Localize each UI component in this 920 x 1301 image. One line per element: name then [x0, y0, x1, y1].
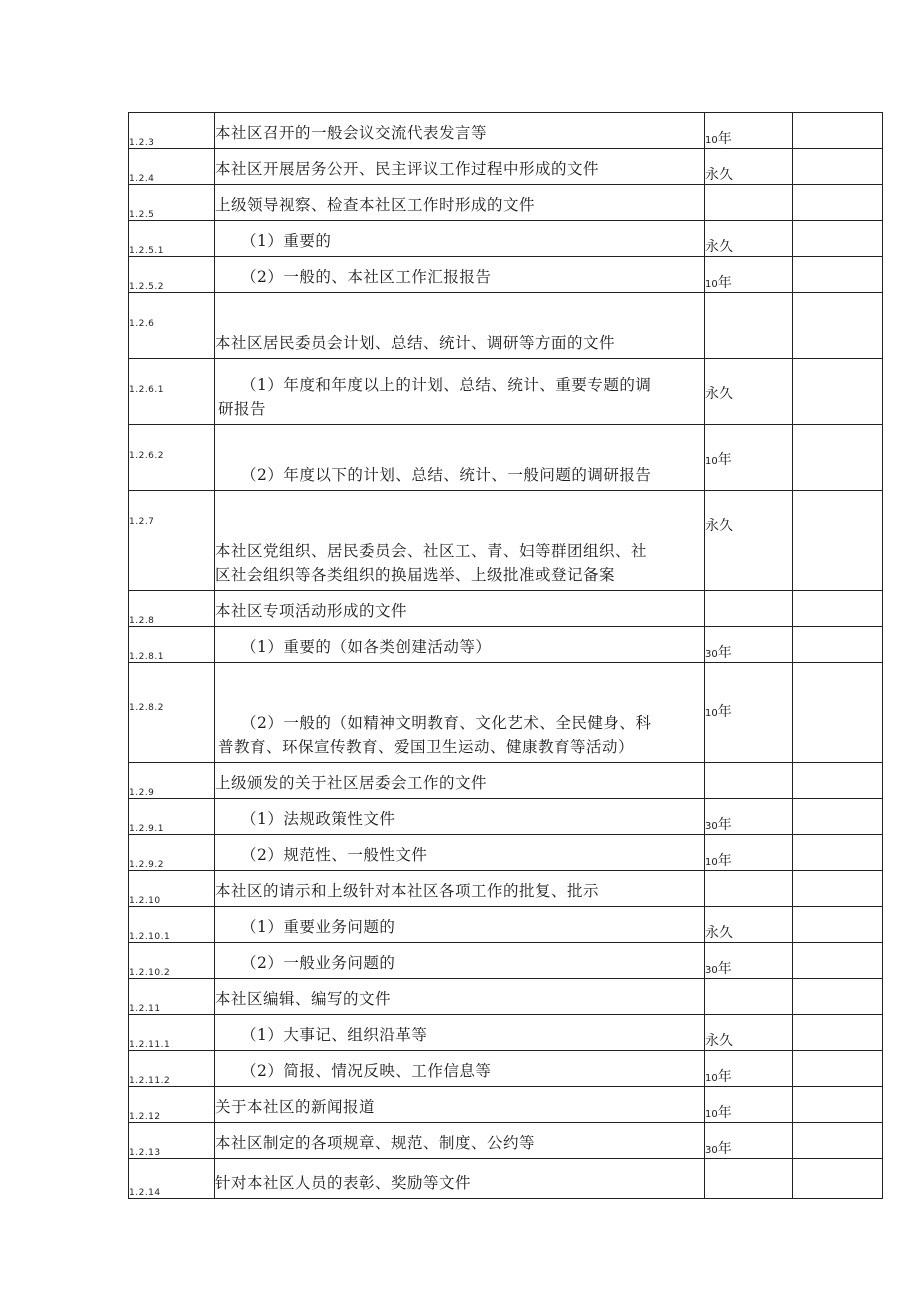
remarks-cell — [793, 835, 883, 871]
item-code: 1.2.6.1 — [129, 359, 215, 425]
retention-unit: 年 — [717, 817, 732, 833]
description-line: 本社区召开的一般会议交流代表发言等 — [215, 124, 488, 142]
table-row — [129, 1123, 883, 1159]
remarks-cell — [793, 1159, 883, 1199]
item-description — [215, 257, 705, 293]
table-row — [129, 835, 883, 871]
retention-period — [705, 113, 793, 149]
retention-unit: 永久 — [705, 518, 733, 534]
retention-unit: 年 — [717, 961, 732, 977]
description-line: 上级领导视察、检查本社区工作时形成的文件 — [215, 196, 536, 214]
item-code: 1.2.10.2 — [129, 943, 215, 979]
table-row — [129, 763, 883, 799]
item-description — [215, 425, 705, 491]
description-line: 上级颁发的关于社区居委会工作的文件 — [215, 774, 488, 792]
description-line: 针对本社区人员的表彰、奖励等文件 — [215, 1174, 472, 1192]
table-row — [129, 1015, 883, 1051]
retention-period — [705, 1123, 793, 1159]
description-line-continued: 普教育、环保宣传教育、爱国卫生运动、健康教育等活动） — [218, 738, 635, 756]
remarks-cell — [793, 491, 883, 591]
item-code: 1.2.6.2 — [129, 425, 215, 491]
retention-period — [705, 293, 793, 359]
remarks-cell — [793, 257, 883, 293]
remarks-cell — [793, 359, 883, 425]
retention-table — [128, 112, 883, 1199]
remarks-cell — [793, 943, 883, 979]
retention-period — [705, 1015, 793, 1051]
retention-number: 10 — [705, 1109, 718, 1120]
retention-number: 30 — [705, 1145, 718, 1156]
item-code: 1.2.3 — [129, 113, 215, 149]
item-code: 1.2.13 — [129, 1123, 215, 1159]
description-line-continued: 区社会组织等各类组织的换届选举、上级批准或登记备案 — [215, 566, 616, 584]
table-row — [129, 185, 883, 221]
description-line: （2）一般的、本社区工作汇报报告 — [241, 268, 492, 286]
table-row — [129, 221, 883, 257]
retention-period — [705, 1051, 793, 1087]
description-line: 本社区编辑、编写的文件 — [215, 990, 392, 1008]
table-row — [129, 257, 883, 293]
retention-period — [705, 799, 793, 835]
table-row — [129, 1087, 883, 1123]
retention-period — [705, 591, 793, 627]
remarks-cell — [793, 907, 883, 943]
retention-unit: 永久 — [705, 239, 733, 255]
description-line: （1）大事记、组织沿革等 — [241, 1026, 428, 1044]
table-row — [129, 359, 883, 425]
item-code: 1.2.9.1 — [129, 799, 215, 835]
item-code: 1.2.9.2 — [129, 835, 215, 871]
retention-number: 10 — [705, 456, 718, 467]
retention-unit: 年 — [717, 275, 732, 291]
retention-period — [705, 1159, 793, 1199]
remarks-cell — [793, 425, 883, 491]
item-description — [215, 149, 705, 185]
item-code: 1.2.5.1 — [129, 221, 215, 257]
retention-period — [705, 1087, 793, 1123]
table-row — [129, 1051, 883, 1087]
description-line: （1）重要的 — [241, 232, 332, 250]
retention-number: 30 — [705, 965, 718, 976]
item-code: 1.2.4 — [129, 149, 215, 185]
item-description — [215, 799, 705, 835]
item-description — [215, 491, 705, 591]
retention-period — [705, 491, 793, 591]
description-line: 关于本社区的新闻报道 — [215, 1098, 376, 1116]
item-description — [215, 627, 705, 663]
retention-period — [705, 627, 793, 663]
item-description — [215, 1051, 705, 1087]
retention-unit: 永久 — [705, 1033, 733, 1049]
retention-number: 10 — [705, 857, 718, 868]
remarks-cell — [793, 113, 883, 149]
retention-period — [705, 871, 793, 907]
item-code: 1.2.12 — [129, 1087, 215, 1123]
description-line: 本社区的请示和上级针对本社区各项工作的批复、批示 — [215, 882, 600, 900]
item-code: 1.2.10 — [129, 871, 215, 907]
retention-period — [705, 149, 793, 185]
retention-period — [705, 663, 793, 763]
table-row — [129, 627, 883, 663]
retention-unit: 年 — [717, 131, 732, 147]
retention-number: 30 — [705, 649, 718, 660]
description-line: 本社区党组织、居民委员会、社区工、青、妇等群团组织、社 — [215, 542, 648, 560]
table-row — [129, 293, 883, 359]
description-line: （2）年度以下的计划、总结、统计、一般问题的调研报告 — [241, 466, 652, 484]
item-code: 1.2.8.2 — [129, 663, 215, 763]
item-code: 1.2.5.2 — [129, 257, 215, 293]
retention-number: 10 — [705, 135, 718, 146]
item-description — [215, 185, 705, 221]
item-description — [215, 1123, 705, 1159]
retention-period — [705, 185, 793, 221]
retention-period — [705, 943, 793, 979]
item-description — [215, 663, 705, 763]
remarks-cell — [793, 1087, 883, 1123]
description-line: （2）简报、情况反映、工作信息等 — [241, 1062, 492, 1080]
item-code: 1.2.14 — [129, 1159, 215, 1199]
item-code: 1.2.9 — [129, 763, 215, 799]
remarks-cell — [793, 627, 883, 663]
item-description — [215, 907, 705, 943]
description-line-continued: 研报告 — [218, 400, 267, 418]
table-row — [129, 1159, 883, 1199]
remarks-cell — [793, 149, 883, 185]
remarks-cell — [793, 185, 883, 221]
table-row — [129, 591, 883, 627]
remarks-cell — [793, 1015, 883, 1051]
item-description — [215, 1159, 705, 1199]
retention-unit: 年 — [717, 704, 732, 720]
item-description — [215, 113, 705, 149]
remarks-cell — [793, 763, 883, 799]
retention-period — [705, 763, 793, 799]
item-code: 1.2.11 — [129, 979, 215, 1015]
item-code: 1.2.11.2 — [129, 1051, 215, 1087]
retention-unit: 年 — [717, 853, 732, 869]
remarks-cell — [793, 293, 883, 359]
description-line: （1）法规政策性文件 — [241, 810, 396, 828]
retention-unit: 永久 — [705, 167, 733, 183]
description-line: （1）重要业务问题的 — [241, 918, 396, 936]
description-line: （2）规范性、一般性文件 — [241, 846, 428, 864]
retention-table-body — [129, 113, 883, 1199]
item-description — [215, 591, 705, 627]
item-description — [215, 359, 705, 425]
item-code: 1.2.7 — [129, 491, 215, 591]
table-row — [129, 943, 883, 979]
remarks-cell — [793, 663, 883, 763]
retention-number: 10 — [705, 1073, 718, 1084]
table-row — [129, 979, 883, 1015]
retention-number: 30 — [705, 821, 718, 832]
description-line: （2）一般业务问题的 — [241, 954, 396, 972]
description-line: 本社区制定的各项规章、规范、制度、公约等 — [215, 1134, 536, 1152]
retention-unit: 年 — [717, 1105, 732, 1121]
retention-period — [705, 257, 793, 293]
item-description — [215, 763, 705, 799]
item-code: 1.2.8 — [129, 591, 215, 627]
item-code: 1.2.10.1 — [129, 907, 215, 943]
description-line: （1）重要的（如各类创建活动等） — [241, 638, 492, 656]
item-description — [215, 835, 705, 871]
retention-unit: 永久 — [705, 386, 733, 402]
retention-period — [705, 425, 793, 491]
retention-number: 10 — [705, 279, 718, 290]
retention-period — [705, 907, 793, 943]
table-row — [129, 149, 883, 185]
retention-period — [705, 835, 793, 871]
item-description — [215, 979, 705, 1015]
table-row — [129, 491, 883, 591]
table-row — [129, 871, 883, 907]
retention-period — [705, 979, 793, 1015]
retention-unit: 年 — [717, 1069, 732, 1085]
table-row — [129, 799, 883, 835]
remarks-cell — [793, 591, 883, 627]
retention-period — [705, 221, 793, 257]
item-code: 1.2.5 — [129, 185, 215, 221]
retention-unit: 年 — [717, 645, 732, 661]
description-line: 本社区专项活动形成的文件 — [215, 602, 408, 620]
table-row — [129, 907, 883, 943]
retention-unit: 年 — [717, 1141, 732, 1157]
remarks-cell — [793, 979, 883, 1015]
item-description — [215, 871, 705, 907]
retention-period — [705, 359, 793, 425]
remarks-cell — [793, 221, 883, 257]
remarks-cell — [793, 871, 883, 907]
table-row — [129, 663, 883, 763]
remarks-cell — [793, 1123, 883, 1159]
description-line: 本社区开展居务公开、民主评议工作过程中形成的文件 — [215, 160, 600, 178]
item-code: 1.2.11.1 — [129, 1015, 215, 1051]
table-row — [129, 425, 883, 491]
retention-number: 10 — [705, 708, 718, 719]
item-description — [215, 221, 705, 257]
remarks-cell — [793, 1051, 883, 1087]
description-line: （2）一般的（如精神文明教育、文化艺术、全民健身、科 — [241, 714, 652, 732]
table-row — [129, 113, 883, 149]
description-line: （1）年度和年度以上的计划、总结、统计、重要专题的调 — [241, 376, 652, 394]
retention-unit: 年 — [717, 452, 732, 468]
description-line: 本社区居民委员会计划、总结、统计、调研等方面的文件 — [215, 334, 616, 352]
retention-unit: 永久 — [705, 925, 733, 941]
item-description — [215, 943, 705, 979]
item-description — [215, 293, 705, 359]
item-code: 1.2.8.1 — [129, 627, 215, 663]
remarks-cell — [793, 799, 883, 835]
item-description — [215, 1015, 705, 1051]
item-code: 1.2.6 — [129, 293, 215, 359]
item-description — [215, 1087, 705, 1123]
